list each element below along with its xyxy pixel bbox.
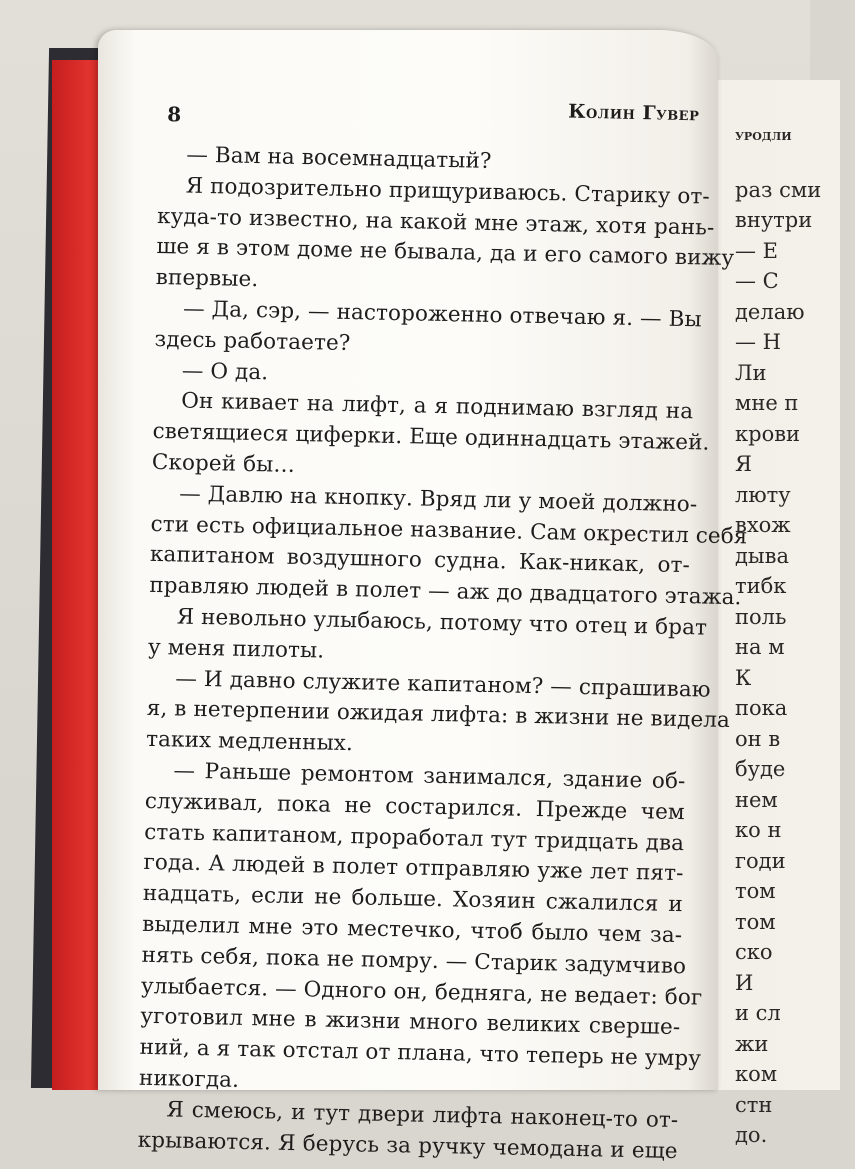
right-text-line: люту	[735, 482, 791, 507]
right-text-line: стн	[735, 1092, 773, 1117]
text-line: крываются. Я берусь за ручку чемодана и еще	[137, 1127, 678, 1164]
text-line: таких медленных.	[145, 726, 354, 757]
right-text-line: нем	[735, 787, 778, 812]
right-text-line: до.	[735, 1123, 768, 1147]
right-text-line: пока	[735, 696, 788, 720]
text-line: здесь работаете?	[154, 326, 351, 356]
right-text-line: Ли	[735, 360, 767, 385]
right-text-line: мне п	[735, 391, 799, 415]
text-line: года. А людей в полет отправляю уже лет пят-	[143, 850, 684, 887]
text-line: — О да.	[181, 358, 269, 385]
right-text-line: К	[735, 665, 752, 690]
text-line: — Да, сэр, — настороженно отвечаю я. — Вы	[182, 296, 702, 333]
text-line: уготовил мне в жизни много великих сверше-	[140, 1004, 681, 1041]
text-line: Я смеюсь, и тут двери лифта наконец-то от-	[166, 1097, 679, 1133]
right-text-line: дыва	[735, 543, 789, 568]
right-text-line: тибк	[735, 574, 787, 598]
text-line: улыбается. — Одного он, бедняга, не ведает: бог	[140, 973, 703, 1011]
text-line: я, в нетерпении ожидая лифта: в жизни не видела	[146, 696, 731, 734]
text-line: ний, а я так отстал от плана, что теперь не умру	[139, 1034, 702, 1072]
text-line: служивал, пока не состарился. Прежде чем	[144, 788, 685, 825]
right-text-line: том	[735, 879, 776, 903]
text-line: светящиеся циферки. Еще одиннадцать этажей.	[152, 419, 710, 456]
text-line: Скорей бы…	[151, 449, 296, 478]
text-line: сти есть официальное название. Сам окрестил себя	[150, 511, 748, 549]
right-text-line: поль	[735, 604, 787, 629]
right-text-line: годи	[735, 848, 786, 873]
running-header	[159, 78, 700, 127]
text-line: у меня пилоты.	[147, 634, 325, 664]
text-line: куда-то известно, на какой мне этаж, хотя рань-	[156, 203, 715, 241]
right-text-line: ко н	[735, 818, 782, 842]
page-content	[137, 78, 748, 1164]
right-text-line: — Н	[735, 330, 781, 354]
text-line: впервые.	[155, 265, 259, 293]
right-text-line: раз сми	[735, 177, 822, 202]
text-line: Я подозрительно прищуриваюсь. Старику от-	[185, 173, 711, 210]
right-text-line: том	[735, 909, 776, 934]
right-page-text	[735, 120, 855, 1151]
right-text-line: он в	[735, 726, 781, 751]
right-text-line: ком	[735, 1062, 778, 1086]
right-text-line: И	[735, 970, 754, 995]
text-line: правляю людей в полет — аж до двадцатого этажа.	[149, 573, 742, 611]
text-line: надцать, если не больше. Хозяин сжалился и	[142, 880, 684, 918]
body-text	[137, 140, 748, 1167]
right-text-line: и сл	[735, 1001, 781, 1025]
right-text-line: внутри	[735, 208, 813, 232]
text-line: — Вам на восемнадцатый?	[186, 142, 492, 174]
right-text-line: делаю	[735, 299, 805, 324]
text-line: Я невольно улыбаюсь, потому что отец и брат	[176, 604, 708, 641]
text-line: ше я в этом доме не бывала, да и его самого вижу	[156, 234, 735, 272]
right-text-line: — С	[735, 269, 779, 293]
text-line: стать капитаном, проработал тут тридцать два	[143, 819, 685, 856]
text-line: нять себя, пока не помру. — Старик задумчиво	[141, 942, 687, 979]
right-text-line: на м	[735, 635, 785, 659]
left-page	[98, 30, 748, 1164]
author-name: Колин Гувер	[568, 100, 700, 126]
text-line: капитаном воздушного судна. Как-никак, от-	[149, 542, 691, 579]
right-text-line: жи	[735, 1031, 769, 1056]
right-text-line: — Е	[735, 238, 779, 263]
text-line: Он кивает на лифт, а я поднимаю взгляд на	[180, 388, 694, 425]
right-page-header: уродли	[735, 125, 792, 144]
text-line: — Давлю на кнопку. Вряд ли у моей должно-	[179, 481, 698, 518]
right-text-line: крови	[735, 421, 801, 446]
right-text-line: вхож	[735, 513, 791, 537]
text-line: — И давно служите капитаном? — спрашиваю	[175, 666, 711, 703]
page-number: 8	[166, 102, 182, 127]
right-text-line: ско	[735, 940, 773, 964]
right-text-line: буде	[735, 757, 786, 781]
text-line: — Раньше ремонтом занимался, здание об-	[173, 758, 686, 795]
right-text-line: Я	[735, 452, 752, 476]
text-line: выделил мне это местечко, чтоб было чем за-	[142, 911, 683, 949]
text-line: никогда.	[138, 1065, 240, 1093]
